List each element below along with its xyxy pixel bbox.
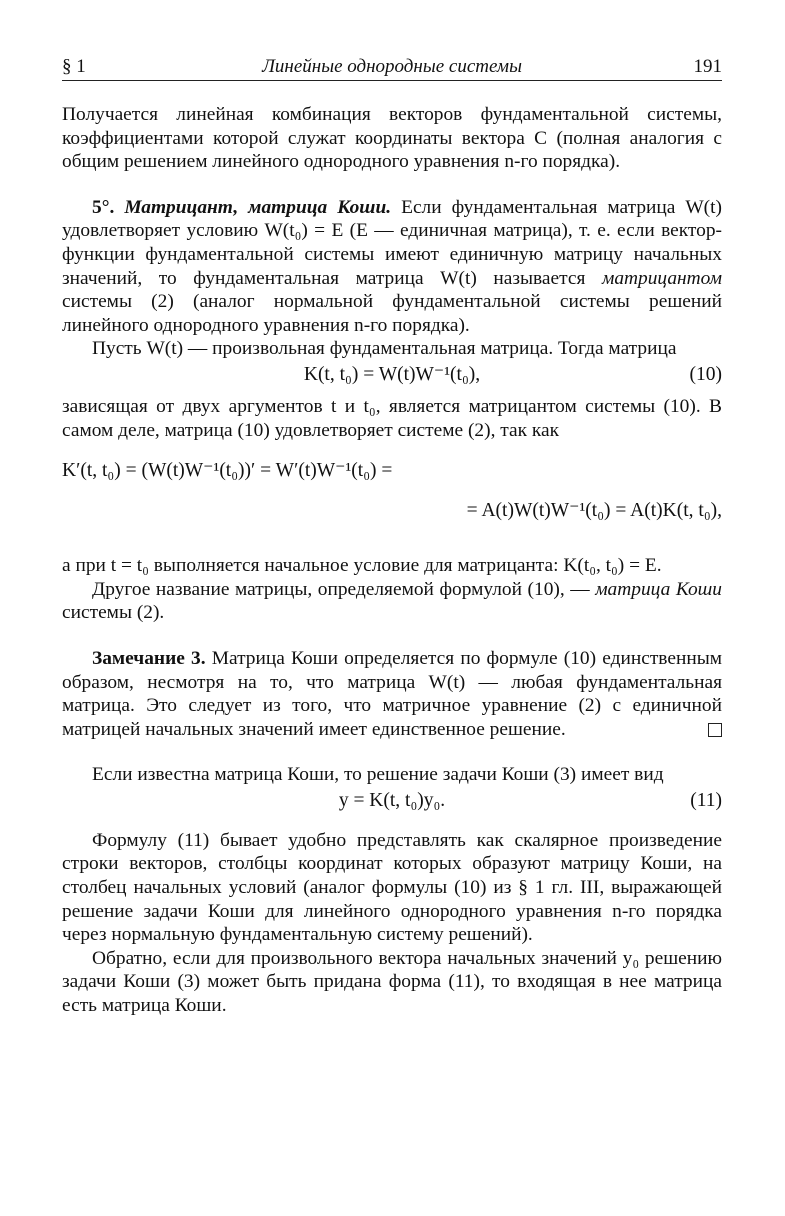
paragraph-let-w: Пусть W(t) — произвольная фундаментальная матрица. Тогда матрица [92, 338, 677, 360]
paragraph-other-name [62, 578, 722, 625]
matricant-text-a: Если фундаментальная матрица W(t) удовлетворяет условию W(t₀) = E (E — единичная матрица), т. е. если вектор-функции фундаментальной системы имеют единичную матрицу начальных значений, то фундаментальная матрица W(t) называется [62, 196, 722, 289]
paragraph-if-known: Если известна матрица Коши, то решение задачи Коши (3) имеет вид [92, 764, 664, 786]
remark-text: Матрица Коши определяется по формуле (10) единственным образом, несмотря на то, что матрица W(t) — любая фундаментальная матрица. Это следует из того, что матричное уравнение (2) с единичной матрицей начальных значений имеет единственное решение. [62, 647, 722, 740]
page-number: 191 [693, 56, 722, 77]
derivative-line-1: K′(t, t₀) = (W(t)W⁻¹(t₀))′ = W′(t)W⁻¹(t₀) = [62, 460, 393, 482]
paragraph-matricant [62, 196, 722, 338]
derivative-line-2: = A(t)W(t)W⁻¹(t₀) = A(t)K(t, t₀), [466, 500, 722, 522]
paragraph-initial-condition: а при t = t₀ выполняется начальное условие для матрицанта: K(t₀, t₀) = E. [62, 555, 662, 577]
qed-square-icon [708, 723, 722, 737]
paragraph-linear-combination: Получается линейная комбинация векторов фундаментальной системы, коэффициентами которой служат координаты вектора C (полная аналогия с общим решением линейного однородного уравнения n-го порядка). [62, 104, 722, 173]
subsection-title: Матрицант, матрица Коши. [124, 196, 392, 218]
other-name-text-a: Другое название матрицы, определяемой формулой (10), — [92, 578, 590, 600]
book-page [62, 50, 722, 1018]
formula-11-number: (11) [690, 789, 722, 811]
matricant-term: матрицантом [601, 267, 722, 289]
formula-10 [62, 363, 722, 389]
remark-3 [62, 647, 722, 741]
matricant-text-b: системы (2) (аналог нормальной фундаментальной системы решений линейного однородного уравнения n-го порядка). [62, 291, 722, 336]
formula-10-number: (10) [689, 363, 722, 385]
other-name-text-b: системы (2). [62, 602, 165, 624]
formula-10-body: K(t, t₀) = W(t)W⁻¹(t₀), [303, 363, 481, 385]
subsection-number: 5°. [92, 196, 115, 218]
formula-11-body: y = K(t, t₀)y₀. [338, 789, 446, 811]
section-mark: § 1 [62, 56, 86, 77]
formula-11 [62, 789, 722, 815]
running-title: Линейные однородные системы [262, 56, 522, 77]
paragraph-conversely: Обратно, если для произвольного вектора начальных значений y₀ решению задачи Коши (3) может быть придана форма (11), то входящая в нее матрица есть матрица Коши. [62, 947, 722, 1017]
remark-label: Замечание 3. [92, 647, 206, 669]
paragraph-depends-two-args: зависящая от двух аргументов t и t₀, является матрицантом системы (10). В самом деле, матрица (10) удовлетворяет системе (2), так как [62, 395, 722, 441]
running-header [62, 50, 722, 81]
cauchy-matrix-term: матрица Коши [595, 578, 722, 600]
paragraph-scalar-product: Формулу (11) бывает удобно представлять как скалярное произведение строки векторов, столбцы координат которых образуют матрицу Коши, на столбец начальных условий (аналог формулы (10) из § 1 гл. III, выражающей решение задачи Коши для линейного однородного уравнения n-го порядка через нормальную фундаментальную систему решений). [62, 829, 722, 946]
